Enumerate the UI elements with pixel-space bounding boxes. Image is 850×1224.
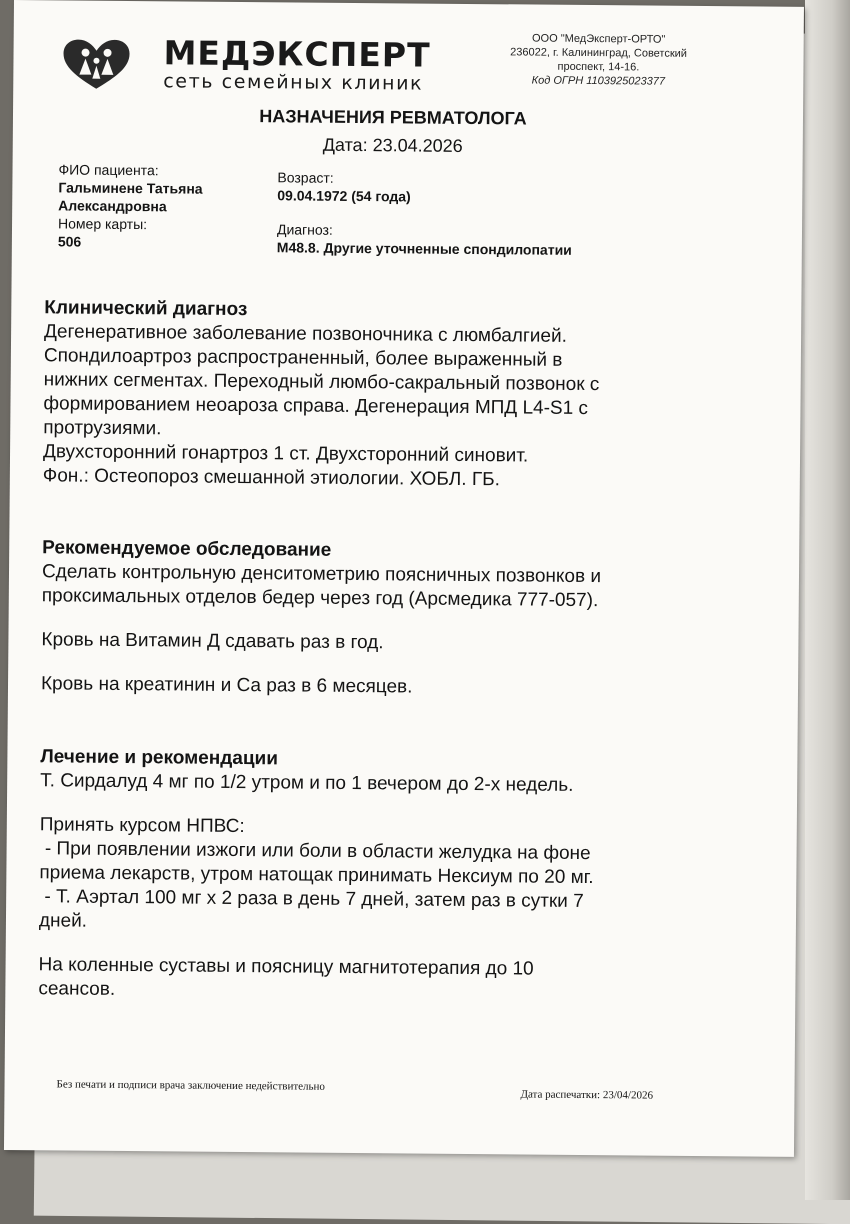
- patient-name-line1: Гальминене Татьяна: [58, 179, 203, 197]
- clinical-diagnosis-section: [43, 296, 745, 494]
- clinic-org-name: ООО "МедЭксперт-ОРТО": [531, 32, 666, 46]
- age-label: Возраст:: [277, 169, 334, 186]
- clinic-logo-icon: [61, 38, 131, 91]
- card-number-value: 506: [57, 233, 82, 250]
- clinical-line: нижних сегментах. Переходный люмбо-сакральный позвонок с: [43, 369, 600, 396]
- examination-line: проксимальных отделов бедер через год (Арсмедика 777-057).: [41, 585, 599, 612]
- prescription-sheet: [4, 0, 804, 1157]
- examination-line: Сделать контрольную денситометрию поясничных позвонков и: [41, 561, 602, 588]
- examination-heading: Рекомендуемое обследование: [42, 537, 332, 561]
- treatment-heading: Лечение и рекомендации: [40, 746, 279, 770]
- age-value: 09.04.1972 (54 года): [277, 187, 411, 205]
- clinical-line: Двухсторонний гонартроз 1 ст. Двухсторонний синовит.: [42, 441, 529, 467]
- patient-name-line2: Александровна: [58, 197, 167, 215]
- footer-disclaimer: Без печати и подписи врача заключение недействительно: [56, 1078, 326, 1093]
- clinical-line: Фон.: Остеопороз смешанной этиологии. ХОБЛ. ГБ.: [42, 465, 501, 491]
- clinic-brand-name: МЕДЭКСПЕРТ: [163, 33, 431, 75]
- patient-diagnosis: [277, 220, 572, 259]
- patient-name-label: ФИО пациента:: [58, 161, 159, 179]
- document-date: Дата: 23.04.2026: [322, 134, 463, 156]
- clinic-brand-subtitle: сеть семейных клиник: [163, 70, 424, 95]
- clinic-address-line2: проспект, 14-16.: [557, 60, 640, 74]
- document-title: НАЗНАЧЕНИЯ РЕВМАТОЛОГА: [259, 106, 527, 129]
- card-number-label: Номер карты:: [57, 215, 148, 233]
- clinical-line: Спондилоартроз распространенный, более выраженный в: [43, 345, 563, 371]
- patient-identity: [58, 160, 203, 251]
- sirdalud-line: Т. Сирдалуд 4 мг по 1/2 утром и по 1 вечером до 2-х недель.: [40, 770, 574, 796]
- nsaid-line: - При появлении изжоги или боли в области желудка на фоне: [39, 838, 591, 865]
- diagnosis-value: M48.8. Другие уточненные спондилопатии: [276, 239, 572, 258]
- nsaid-intro: Принять курсом НПВС:: [39, 814, 245, 838]
- clinic-details: [483, 31, 713, 89]
- clinical-diagnosis-heading: Клинический диагноз: [44, 297, 248, 321]
- patient-age: [277, 168, 411, 205]
- physio-line: На коленные суставы и поясницу магнитотерапия до 10: [38, 954, 534, 980]
- creatinine-line: Кровь на креатинин и Са раз в 6 месяцев.: [40, 673, 413, 698]
- clinic-address-line1: 236022, г. Калининград, Советский: [510, 46, 688, 60]
- nsaid-line: приема лекарств, утром натощак принимать Нексиум по 20 мг.: [39, 862, 594, 889]
- treatment-section: [38, 745, 740, 1007]
- underlying-sheet-edge: [805, 0, 850, 1200]
- clinical-line: протрузиями.: [43, 417, 162, 440]
- clinic-ogrn: Код ОГРН 1103925023377: [531, 74, 666, 88]
- footer-print-date: Дата распечатки: 23/04/2026: [520, 1088, 654, 1102]
- nsaid-line: - Т. Аэртал 100 мг х 2 раза в день 7 дней, затем раз в сутки 7: [39, 886, 584, 913]
- clinic-brand: [163, 33, 431, 94]
- clinical-line: Дегенеративное заболевание позвоночника с люмбалгией.: [44, 321, 568, 347]
- diagnosis-label: Диагноз:: [276, 221, 333, 238]
- physio-line: сеансов.: [38, 978, 116, 1000]
- clinical-line: формированием неоароза справа. Дегенерация МПД L4-S1 с: [43, 393, 589, 420]
- vitamin-d-line: Кровь на Витамин Д сдавать раз в год.: [41, 629, 384, 654]
- nsaid-line: дней.: [38, 910, 88, 932]
- examination-section: [41, 536, 742, 702]
